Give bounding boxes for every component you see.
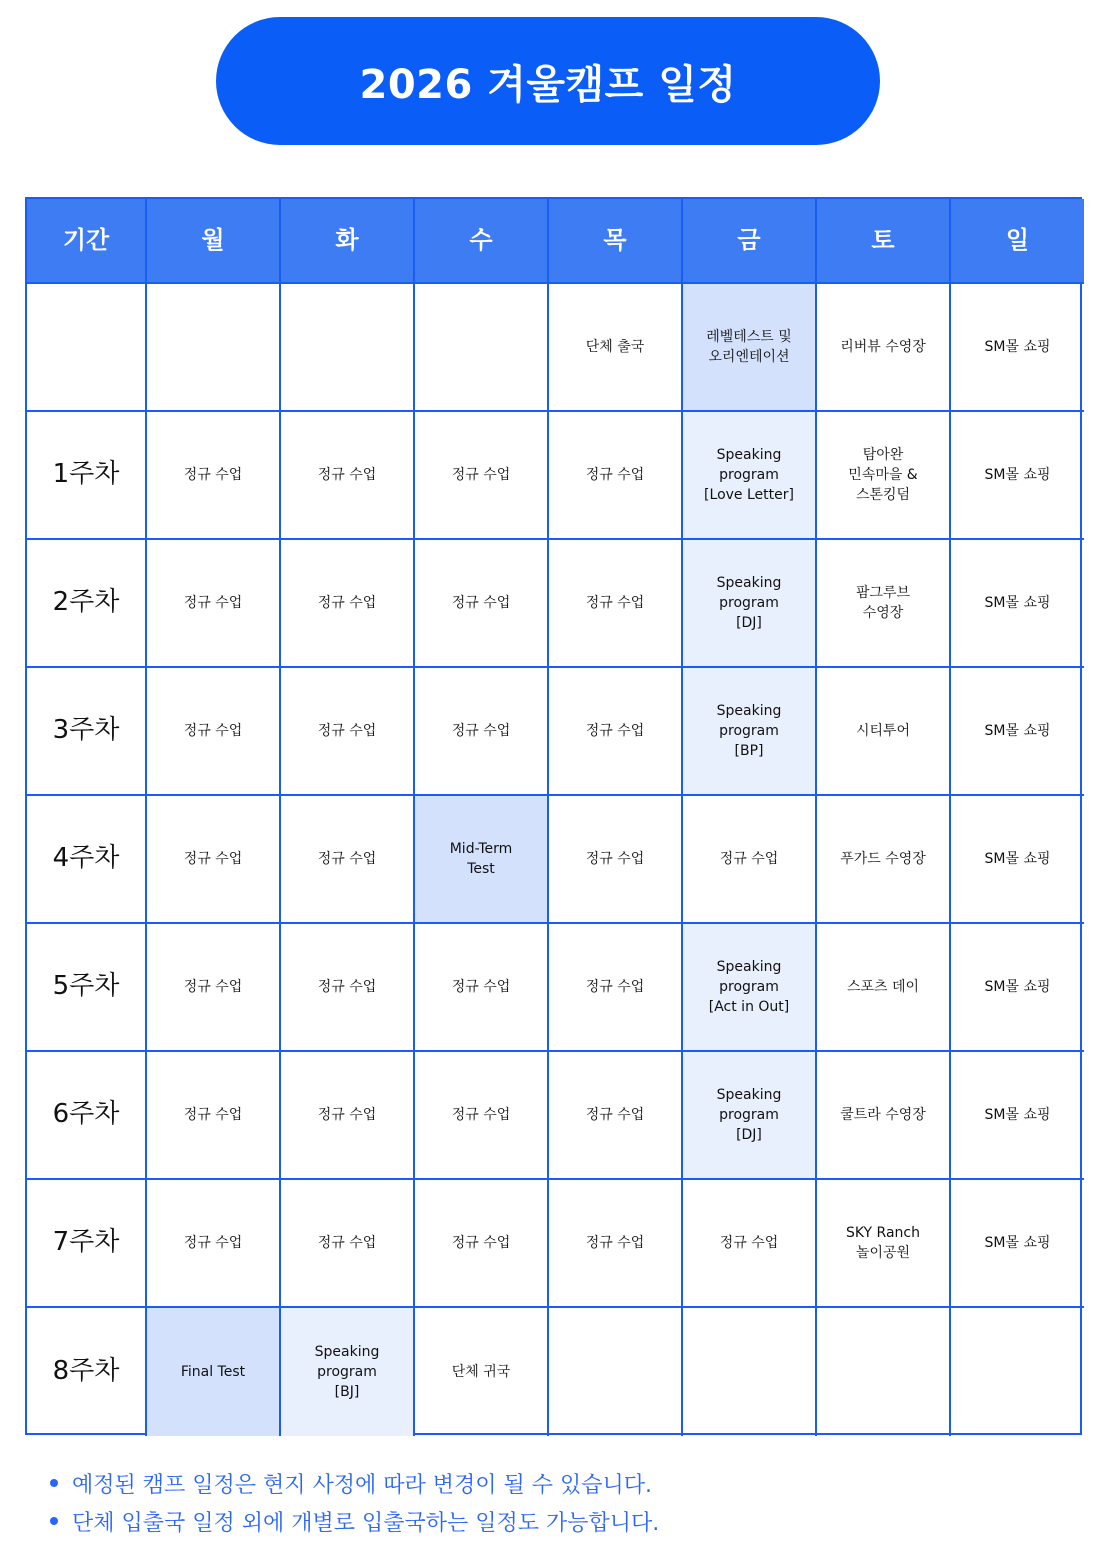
- schedule-cell: Speaking program [Love Letter]: [683, 412, 817, 540]
- schedule-cell: 정규 수업: [549, 540, 683, 668]
- period-cell: 3주차: [27, 668, 147, 796]
- schedule-cell: 정규 수업: [549, 924, 683, 1052]
- period-cell: 8주차: [27, 1308, 147, 1436]
- schedule-cell: 스포츠 데이: [817, 924, 951, 1052]
- schedule-cell: 정규 수업: [549, 1180, 683, 1308]
- period-cell: 6주차: [27, 1052, 147, 1180]
- schedule-cell: SM몰 쇼핑: [951, 412, 1084, 540]
- period-cell: 4주차: [27, 796, 147, 924]
- schedule-cell: Mid-Term Test: [415, 796, 549, 924]
- period-cell: [27, 284, 147, 412]
- schedule-cell: Speaking program [DJ]: [683, 540, 817, 668]
- schedule-cell: 단체 귀국: [415, 1308, 549, 1436]
- schedule-cell: 정규 수업: [281, 668, 415, 796]
- schedule-cell: 정규 수업: [147, 1052, 281, 1180]
- schedule-cell: [415, 284, 549, 412]
- schedule-cell: 정규 수업: [147, 412, 281, 540]
- title-banner: [216, 17, 880, 145]
- schedule-cell: 푸가드 수영장: [817, 796, 951, 924]
- header-wed: 수: [415, 199, 549, 284]
- schedule-cell: 정규 수업: [281, 412, 415, 540]
- schedule-cell: [683, 1308, 817, 1436]
- schedule-cell: Speaking program [DJ]: [683, 1052, 817, 1180]
- schedule-cell: 정규 수업: [415, 1180, 549, 1308]
- schedule-cell: SM몰 쇼핑: [951, 540, 1084, 668]
- schedule-cell: 정규 수업: [147, 540, 281, 668]
- schedule-cell: 정규 수업: [281, 796, 415, 924]
- schedule-cell: 정규 수업: [281, 1052, 415, 1180]
- schedule-cell: [817, 1308, 951, 1436]
- period-cell: 7주차: [27, 1180, 147, 1308]
- schedule-cell: 정규 수업: [281, 540, 415, 668]
- schedule-cell: 쿨트라 수영장: [817, 1052, 951, 1180]
- period-cell: 5주차: [27, 924, 147, 1052]
- schedule-cell: 정규 수업: [549, 1052, 683, 1180]
- schedule-cell: 정규 수업: [147, 1180, 281, 1308]
- schedule-cell: SM몰 쇼핑: [951, 668, 1084, 796]
- notes-list: [50, 1464, 659, 1540]
- period-cell: 1주차: [27, 412, 147, 540]
- schedule-cell: 정규 수업: [281, 1180, 415, 1308]
- schedule-cell: 정규 수업: [147, 668, 281, 796]
- schedule-cell: [281, 284, 415, 412]
- schedule-cell: Speaking program [BP]: [683, 668, 817, 796]
- period-cell: 2주차: [27, 540, 147, 668]
- schedule-cell: SM몰 쇼핑: [951, 924, 1084, 1052]
- schedule-cell: 정규 수업: [415, 1052, 549, 1180]
- schedule-cell: 정규 수업: [549, 412, 683, 540]
- schedule-cell: 정규 수업: [147, 924, 281, 1052]
- schedule-cell: SKY Ranch 놀이공원: [817, 1180, 951, 1308]
- note-text: 단체 입출국 일정 외에 개별로 입출국하는 일정도 가능합니다.: [72, 1510, 660, 1536]
- schedule-cell: Speaking program [BJ]: [281, 1308, 415, 1436]
- schedule-cell: SM몰 쇼핑: [951, 796, 1084, 924]
- schedule-cell: [951, 1308, 1084, 1436]
- schedule-cell: 정규 수업: [415, 412, 549, 540]
- schedule-cell: 정규 수업: [415, 540, 549, 668]
- schedule-cell: Speaking program [Act in Out]: [683, 924, 817, 1052]
- bullet-icon: [50, 1517, 58, 1525]
- schedule-cell: 레벨테스트 및 오리엔테이션: [683, 284, 817, 412]
- schedule-cell: 정규 수업: [683, 1180, 817, 1308]
- schedule-cell: 시티투어: [817, 668, 951, 796]
- bullet-icon: [50, 1479, 58, 1487]
- header-sun: 일: [951, 199, 1084, 284]
- schedule-cell: 정규 수업: [683, 796, 817, 924]
- header-sat: 토: [817, 199, 951, 284]
- schedule-cell: Final Test: [147, 1308, 281, 1436]
- header-tue: 화: [281, 199, 415, 284]
- schedule-cell: 정규 수업: [549, 796, 683, 924]
- schedule-cell: [147, 284, 281, 412]
- schedule-cell: SM몰 쇼핑: [951, 284, 1084, 412]
- schedule-cell: 정규 수업: [415, 668, 549, 796]
- page-title: 2026 겨울캠프 일정: [359, 61, 737, 108]
- schedule-cell: 정규 수업: [281, 924, 415, 1052]
- header-period: 기간: [27, 199, 147, 284]
- schedule-cell: SM몰 쇼핑: [951, 1180, 1084, 1308]
- schedule-cell: 단체 출국: [549, 284, 683, 412]
- note-text: 예정된 캠프 일정은 현지 사정에 따라 변경이 될 수 있습니다.: [72, 1472, 652, 1498]
- header-mon: 월: [147, 199, 281, 284]
- schedule-cell: 정규 수업: [147, 796, 281, 924]
- schedule-cell: 정규 수업: [415, 924, 549, 1052]
- note-item: [50, 1464, 659, 1502]
- schedule-cell: 정규 수업: [549, 668, 683, 796]
- schedule-cell: 팜그루브 수영장: [817, 540, 951, 668]
- header-thu: 목: [549, 199, 683, 284]
- schedule-cell: [549, 1308, 683, 1436]
- schedule-cell: SM몰 쇼핑: [951, 1052, 1084, 1180]
- header-fri: 금: [683, 199, 817, 284]
- note-item: [50, 1502, 659, 1540]
- schedule-cell: 탐아완 민속마을 & 스톤킹덤: [817, 412, 951, 540]
- schedule-cell: 리버뷰 수영장: [817, 284, 951, 412]
- schedule-table: [25, 197, 1082, 1435]
